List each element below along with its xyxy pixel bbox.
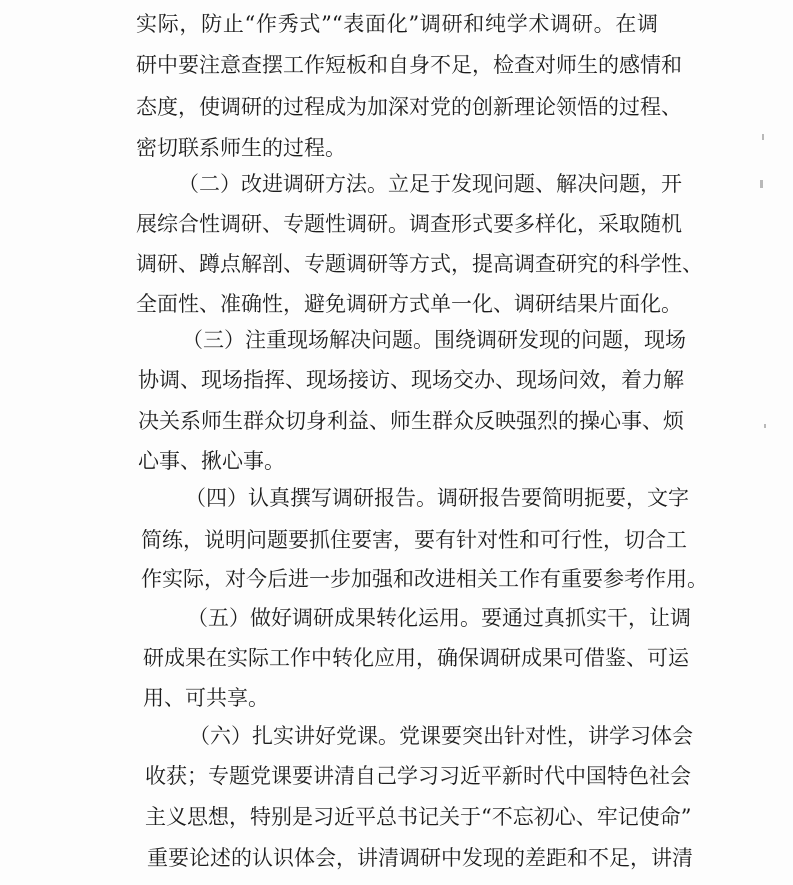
text-line: 全面性、准确性，避免调研方式单一化、调研结果片面化。 xyxy=(136,292,682,316)
text-line: 决关系师生群众切身利益、师生群众反映强烈的操心事、烦 xyxy=(138,409,684,433)
text-line: （五）做好调研成果转化运用。要通过真抓实干，让调 xyxy=(187,606,691,630)
text-line: 主义思想，特别是习近平总书记关于“不忘初心、牢记使命” xyxy=(145,805,692,829)
text-line: 密切联系师生的过程。 xyxy=(136,136,346,160)
text-line: 研成果在实际工作中转化应用，确保调研成果可借鉴、可运 xyxy=(143,646,689,670)
text-line: 协调、现场指挥、现场接访、现场交办、现场问效，着力解 xyxy=(138,368,684,392)
text-line: 作实际，对今后进一步加强和改进相关工作有重要参考作用。 xyxy=(141,567,708,591)
text-line: （四）认真撰写调研报告。调研报告要简明扼要，文字 xyxy=(185,486,689,510)
text-line: 调研、蹲点解剖、专题调研等方式，提高调查研究的科学性、 xyxy=(136,252,703,276)
scan-mark xyxy=(762,134,764,140)
scan-mark xyxy=(760,180,763,188)
text-line: 实际，防止“作秀式”“表面化”调研和纯学术调研。在调 xyxy=(136,12,658,36)
text-line: 重要论述的认识体会，讲清调研中发现的差距和不足，讲清 xyxy=(147,846,693,870)
text-line: 收获；专题党课要讲清自己学习习近平新时代中国特色社会 xyxy=(145,764,691,788)
text-line: （六）扎实讲好党课。党课要突出针对性，讲学习体会 xyxy=(189,724,693,748)
text-line: 态度，使调研的过程成为加深对党的创新理论领悟的过程、 xyxy=(136,95,682,119)
text-line: 用、可共享。 xyxy=(143,686,269,710)
text-line: （二）改进调研方法。立足于发现问题、解决问题，开 xyxy=(178,172,682,196)
text-line: （三）注重现场解决问题。围绕调研发现的问题，现场 xyxy=(182,328,686,352)
text-line: 简练，说明问题要抓住要害，要有针对性和可行性，切合工 xyxy=(141,528,687,552)
text-line: 展综合性调研、专题性调研。调查形式要多样化，采取随机 xyxy=(136,212,682,236)
text-line: 心事、揪心事。 xyxy=(138,449,285,473)
text-line: 研中要注意查摆工作短板和自身不足，检查对师生的感情和 xyxy=(136,53,682,77)
scan-mark xyxy=(764,424,766,428)
